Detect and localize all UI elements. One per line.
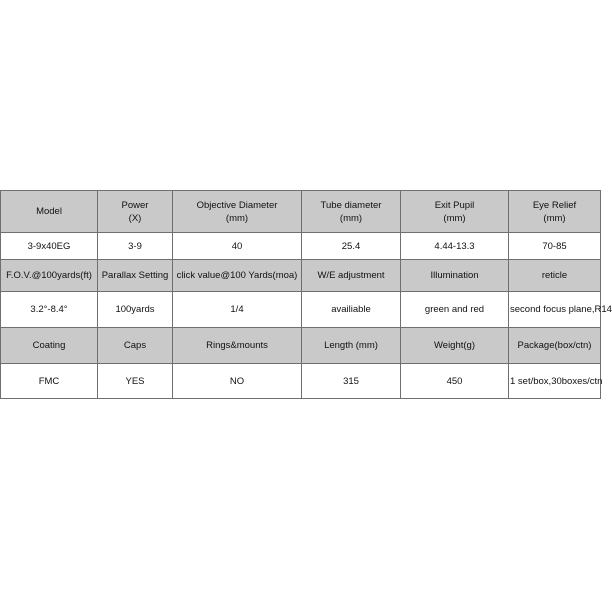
value-cell-we-adjustment: availiable	[302, 292, 401, 328]
value-cell-length: 315	[302, 364, 401, 399]
header-cell-parallax-setting: Parallax Setting	[98, 260, 173, 292]
value-cell-tube-diameter: 25.4	[302, 233, 401, 260]
header-cell-power: Power (X)	[98, 191, 173, 233]
spec-table	[0, 190, 612, 399]
header-cell-coating: Coating	[1, 328, 98, 364]
header-cell-length: Length (mm)	[302, 328, 401, 364]
value-row-1	[1, 233, 601, 260]
value-cell-exit-pupil: 4.44-13.3	[401, 233, 509, 260]
value-cell-power: 3-9	[98, 233, 173, 260]
header-cell-click-value: click value@100 Yards(moa)	[173, 260, 302, 292]
header-cell-rings-mounts: Rings&mounts	[173, 328, 302, 364]
header-cell-objective-diameter: Objective Diameter (mm)	[173, 191, 302, 233]
header-cell-exit-pupil: Exit Pupil (mm)	[401, 191, 509, 233]
header-cell-tube-diameter: Tube diameter (mm)	[302, 191, 401, 233]
header-row-1	[1, 191, 601, 233]
header-cell-we-adjustment: W/E adjustment	[302, 260, 401, 292]
value-cell-model: 3-9x40EG	[1, 233, 98, 260]
header-cell-eye-relief: Eye Relief (mm)	[509, 191, 601, 233]
header-cell-caps: Caps	[98, 328, 173, 364]
header-cell-reticle: reticle	[509, 260, 601, 292]
header-row-3	[1, 328, 601, 364]
value-cell-reticle: second focus plane,R14	[509, 292, 601, 328]
value-cell-caps: YES	[98, 364, 173, 399]
value-cell-rings-mounts: NO	[173, 364, 302, 399]
value-cell-objective-diameter: 40	[173, 233, 302, 260]
header-cell-model: Model	[1, 191, 98, 233]
header-cell-package: Package(box/ctn)	[509, 328, 601, 364]
value-cell-click-value: 1/4	[173, 292, 302, 328]
header-cell-weight: Weight(g)	[401, 328, 509, 364]
value-cell-parallax-setting: 100yards	[98, 292, 173, 328]
value-row-2	[1, 292, 601, 328]
value-cell-weight: 450	[401, 364, 509, 399]
header-cell-fov: F.O.V.@100yards(ft)	[1, 260, 98, 292]
value-row-3	[1, 364, 601, 399]
value-cell-package: 1 set/box,30boxes/ctn	[509, 364, 601, 399]
value-cell-fov: 3.2°-8.4°	[1, 292, 98, 328]
header-cell-illumination: Illumination	[401, 260, 509, 292]
value-cell-illumination: green and red	[401, 292, 509, 328]
value-cell-coating: FMC	[1, 364, 98, 399]
value-cell-eye-relief: 70-85	[509, 233, 601, 260]
header-row-2	[1, 260, 601, 292]
